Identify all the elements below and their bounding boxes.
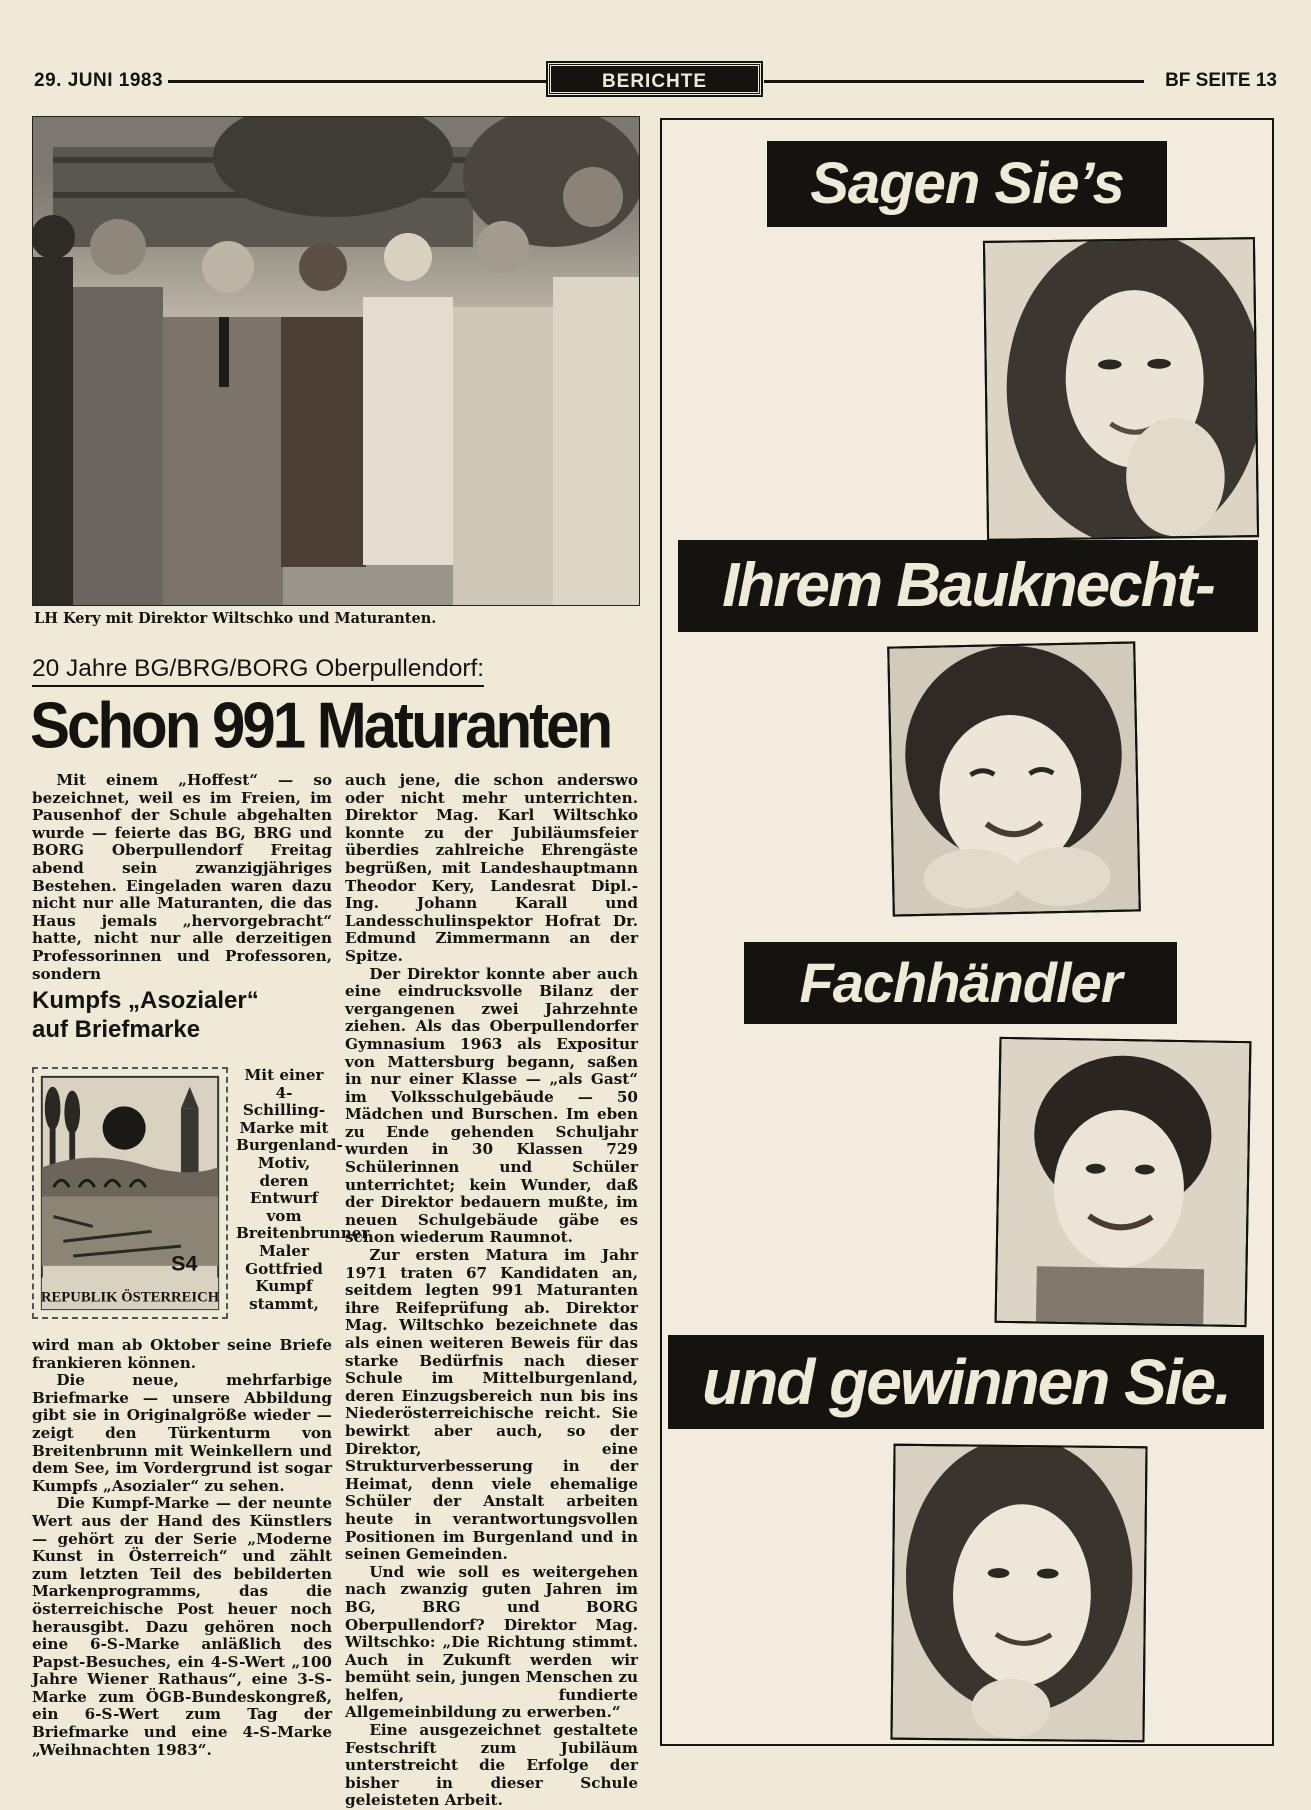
article-kicker: 20 Jahre BG/BRG/BORG Oberpullendorf: xyxy=(32,655,484,687)
header-rule-left xyxy=(168,80,546,83)
group-photo xyxy=(32,116,640,606)
article-column-1 xyxy=(32,772,332,983)
stamp-story-paragraph: wird man ab Oktober seine Briefe frankieren können. xyxy=(32,1336,332,1372)
article-paragraph: Eine ausgezeichnet gestaltete Festschrift zum Jubiläum unterstreicht die Erfolge der bisher in dieser Schule geleisteten Arbeit. xyxy=(345,1721,638,1810)
article-paragraph: Der Direktor konnte aber auch eine eindrucksvolle Bilanz der vergangenen zwei Jahrzehnte ziehen. Als das Oberpullendorfer Gymnasium 1963 als Expositur von Mattersburg begann, saßen in nur einer Klasse — „als Gast“ im Volksschulgebäude — 50 Mädchen und Burschen. Im eben zu Ende gehenden Schuljahr wurden in 30 Klassen 729 Schülerinnen und Schüler unterrichtet; kein Wunder, daß der Direktor bedauern mußte, im neuen Schulgebäude gäbe es schon wiederum Raumnot. xyxy=(345,964,638,1247)
ad-banner-1: Sagen Sie’s xyxy=(767,141,1167,227)
stamp-value: S4 xyxy=(171,1250,198,1276)
ad-portrait-2 xyxy=(887,641,1141,916)
article-paragraph: auch jene, die schon anderswo oder nicht mehr unterrichten. Direktor Mag. Karl Wiltschko konnte zu der Jubiläumsfeier überdies zahlreiche Ehrengäste begrüßen, mit Landeshauptmann Theodor Kery, Landesrat Dipl.-Ing. Johann Karall und Landesschulinspektor Hofrat Dr. Edmund Zimmermann an der Spitze. xyxy=(345,771,638,965)
stamp-story-headline: Kumpfs „Asozialer“ auf Briefmarke xyxy=(32,987,259,1043)
ad-portrait-4 xyxy=(890,1444,1147,1743)
article-column-2 xyxy=(345,772,638,1810)
header-rule-right xyxy=(764,80,1144,83)
issue-date: 29. JUNI 1983 xyxy=(34,70,164,91)
stamp-story-column xyxy=(32,1337,332,1759)
stamp-story-lead: Mit einer 4-Schilling-Marke mit Burgenland-Motiv, deren Entwurf vom Breitenbrunner Maler Gottfried Kumpf stammt, xyxy=(236,1066,370,1313)
ad-portrait-3 xyxy=(995,1037,1252,1327)
ad-portrait-1 xyxy=(983,237,1259,541)
photo-caption: LH Kery mit Direktor Wiltschko und Maturanten. xyxy=(34,610,437,627)
article-paragraph: Mit einem „Hoffest“ — so bezeichnet, weil es im Freien, im Pausenhof der Schule abgehalten wurde — feierte das BG, BRG und BORG Oberpullendorf Freitag abend sein zwanzigjähriges Bestehen. Eingeladen waren dazu nicht nur alle Maturanten, die das Haus jemals „hervorgebracht“ hatte, nicht nur alle derzeitigen Professorinnen und Professoren, sondern xyxy=(32,771,332,983)
bauknecht-advertisement xyxy=(660,118,1274,1746)
article-headline: Schon 991 Maturanten xyxy=(30,689,611,762)
article-paragraph: Zur ersten Matura im Jahr 1971 traten 67 Kandidaten an, seitdem legten 991 Maturanten ihre Reifeprüfung ab. Direktor Mag. Wiltschko bezeichnete das als einen weiteren Beweis für das starke Bedürfnis nach dieser Schule im Mittelburgenland, deren Einzugsbereich nun bis ins Niederösterreichische reicht. Sie bewirkt aber auch, so der Direktor, eine Strukturverbesserung in der Heimat, denn viele ehemalige Schüler der Anstalt arbeiten heute in verantwortungsvollen Positionen im Burgenland und in seinen Gemeinden. xyxy=(345,1246,638,1564)
stamp-image xyxy=(32,1067,228,1319)
ad-banner-4: und gewinnen Sie. xyxy=(668,1335,1264,1429)
page-number: BF SEITE 13 xyxy=(1165,70,1277,91)
stamp-story-paragraph: Die neue, mehrfarbige Briefmarke — unsere Abbildung gibt sie in Originalgröße wieder — zeigt den Türkenturm von Breitenbrunn mit Weinkellern und dem See, im Vordergrund ist sogar Kumpfs „Asozialer“ zu sehen. xyxy=(32,1371,332,1495)
ad-banner-3: Fachhändler xyxy=(744,942,1177,1024)
stamp-country: REPUBLIK ÖSTERREICH xyxy=(40,1289,220,1306)
article-paragraph: Und wie soll es weitergehen nach zwanzig guten Jahren im BG, BRG und BORG Oberpullendorf? Direktor Mag. Wiltschko: „Die Richtung stimmt. Auch in Zukunft werden wir bemüht sein, jungen Menschen zu helfen, fundierte Allgemeinbildung zu erwerben.“ xyxy=(345,1562,638,1722)
stamp-story-narrow-column xyxy=(236,1066,370,1313)
ad-banner-2: Ihrem Bauknecht- xyxy=(678,540,1258,632)
stamp-story-paragraph: Die Kumpf-Marke — der neunte Wert aus der Hand des Künstlers — gehört zu der Serie „Moderne Kunst in Österreich“ und zählt zum letzten Teil des bebilderten Markenprogramms, das die österreichische Post heuer noch herausgibt. Dazu gehören noch eine 6-S-Marke anläßlich des Papst-Besuches, ein 4-S-Wert „100 Jahre Wiener Rathaus“, eine 3-S-Marke zum ÖGB-Bundeskongreß, ein 6-S-Wert zum Tag der Briefmarke und eine 4-S-Marke „Weihnachten 1983“. xyxy=(32,1494,332,1759)
section-label: BERICHTE xyxy=(548,63,761,95)
